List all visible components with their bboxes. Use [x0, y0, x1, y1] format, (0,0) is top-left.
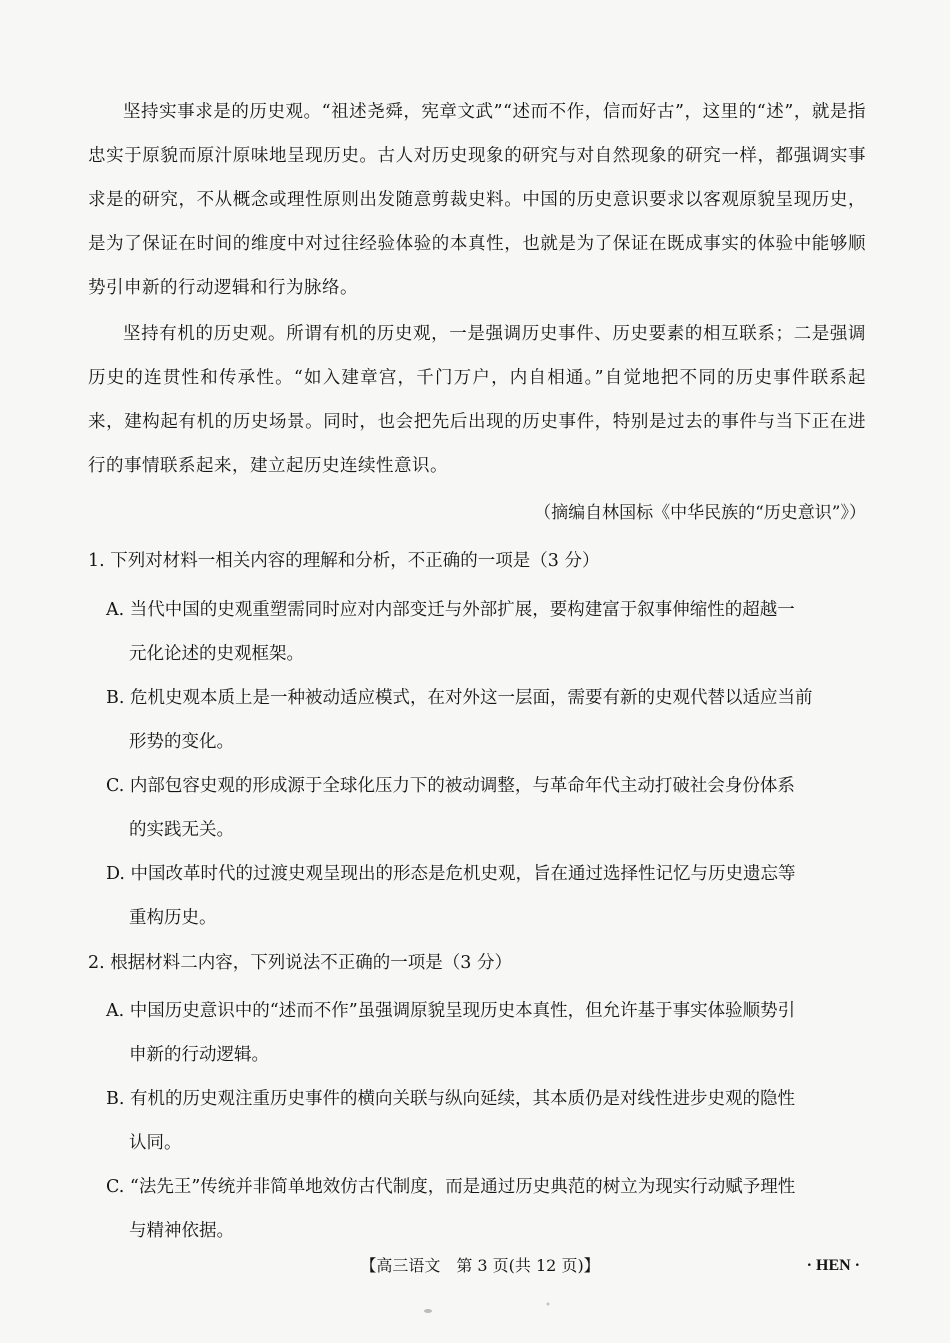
option-text-line-1: 内部包容史观的形成源于全球化压力下的被动调整，与革命年代主动打破社会身份体系 [129, 776, 795, 796]
option-text-line-2: 认同。 [129, 1133, 182, 1153]
option-text-line-1: 中国历史意识中的“述而不作”虽强调原貌呈现历史本真性，但允许基于事实体验顺势引 [129, 1001, 796, 1021]
option-text-line-2: 形势的变化。 [129, 732, 234, 752]
passage-source: （摘编自林国标《中华民族的“历史意识”》） [534, 503, 866, 523]
option-text-line-2: 与精神依据。 [129, 1221, 234, 1241]
passage-paragraph-2: 坚持有机的历史观。所谓有机的历史观，一是强调历史事件、历史要素的相互联系；二是强调历史的连贯性和传承性。“如入建章宫，千门万户，内自相通。”自觉地把不同的历史事件联系起来，建构起有机的历史场景。同时，也会把先后出现的历史事件，特别是过去的事件与当下正在进行的事情联系起来，建立起历史连续性意识。 [88, 324, 866, 476]
option-text-line-2: 的实践无关。 [129, 820, 234, 840]
option-letter: B. [106, 688, 130, 708]
option-letter: C. [106, 1177, 130, 1197]
option-text-line-1: 中国改革时代的过渡史观呈现出的形态是危机史观，旨在通过选择性记忆与历史遗忘等 [130, 864, 796, 884]
option-letter: A. [106, 1001, 130, 1021]
option-text-line-1: 当代中国的史观重塑需同时应对内部变迁与外部扩展，要构建富于叙事伸缩性的超越一 [129, 600, 795, 620]
page-number-label: 【高三语文 第 3 页(共 12 页)】 [360, 1256, 600, 1275]
option-letter: B. [106, 1089, 130, 1109]
option-letter: D. [106, 864, 131, 884]
option-text-line-2: 元化论述的史观框架。 [129, 644, 304, 664]
option-text-line-1: “法先王”传统并非简单地效仿古代制度，而是通过历史典范的树立为现实行动赋予理性 [129, 1177, 796, 1197]
option-letter: A. [106, 600, 130, 620]
option-text-line-2: 重构历史。 [129, 908, 217, 928]
option-text-line-1: 有机的历史观注重历史事件的横向关联与纵向延续，其本质仍是对线性进步史观的隐性 [130, 1089, 795, 1109]
passage-paragraph-1: 坚持实事求是的历史观。“祖述尧舜，宪章文武”“述而不作，信而好古”，这里的“述”，就是指忠实于原貌而原汁原味地呈现历史。古人对历史现象的研究与对自然现象的研究一样，都强调实事求是的研究，不从概念或理性原则出发随意剪裁史料。中国的历史意识要求以客观原貌呈现历史，是为了保证在时间的维度中对过往经验体验的本真性，也就是为了保证在既成事实的体验中能够顺势引申新的行动逻辑和行为脉络。 [88, 102, 866, 298]
option-text-line-1: 危机史观本质上是一种被动适应模式，在对外这一层面，需要有新的史观代替以适应当前 [130, 688, 813, 708]
question-2-stem: 2. 根据材料二内容，下列说法不正确的一项是（3 分） [88, 953, 512, 973]
exam-code: · HEN · [806, 1257, 860, 1274]
option-text-line-2: 申新的行动逻辑。 [129, 1045, 269, 1065]
question-1-stem: 1. 下列对材料一相关内容的理解和分析，不正确的一项是（3 分） [88, 551, 600, 571]
option-letter: C. [106, 776, 130, 796]
